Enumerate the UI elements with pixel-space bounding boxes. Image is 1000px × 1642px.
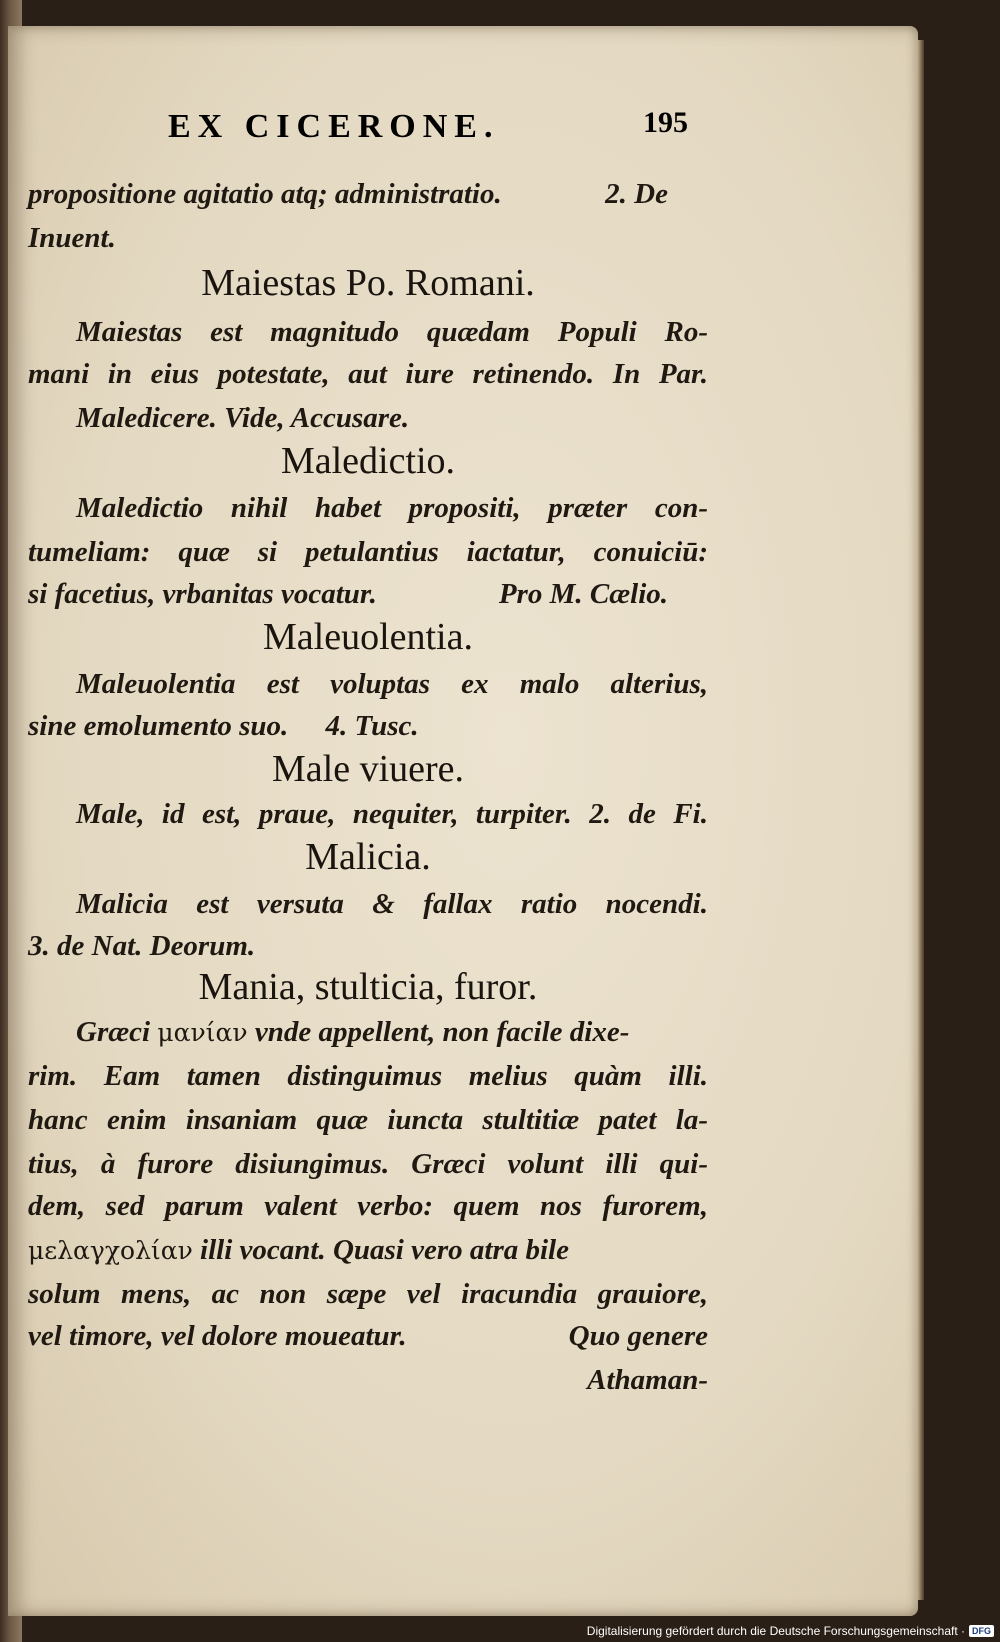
footer-text: Digitalisierung gefördert durch die Deutsche Forschungsgemeinschaft · <box>586 1624 965 1638</box>
text-line: Maledictio nihil habet propositi, præter con- <box>76 492 708 524</box>
text-line: 3. de Nat. Deorum. <box>28 930 256 962</box>
running-head <box>168 108 688 168</box>
entry-heading: Mania, stulticia, furor. <box>198 966 538 1008</box>
text-line: si facetius, vrbanitas vocatur. Pro M. Cælio. <box>28 578 668 610</box>
text-line: tius, à furore disiungimus. Græci volunt illi qui- <box>28 1148 708 1180</box>
entry-heading: Maledictio. <box>280 440 456 482</box>
text-line: Male, id est, praue, nequiter, turpiter. 2. de Fi. <box>76 798 708 830</box>
running-head-title: EX CICERONE. <box>168 108 500 145</box>
page-number: 195 <box>643 106 688 139</box>
text-line: Maleuolentia est voluptas ex malo alterius, <box>76 668 708 700</box>
entry-heading: Maiestas Po. Romani. <box>201 262 535 304</box>
text-line: mani in eius potestate, aut iure retinendo. In Par. <box>28 358 708 390</box>
text-line: μελαγχολίαν illi vocant. Quasi vero atra bile <box>28 1234 569 1266</box>
entry-heading: Male viuere. <box>271 748 465 790</box>
catchword: Athaman- <box>587 1364 708 1396</box>
text-line: Maledicere. Vide, Accusare. <box>76 402 410 434</box>
book-page <box>8 26 918 1616</box>
text-line: dem, sed parum valent verbo: quem nos furorem, <box>28 1190 708 1222</box>
greek-word: μελαγχολίαν <box>28 1236 193 1265</box>
greek-word: μανίαν <box>157 1018 248 1047</box>
page-edge <box>918 40 924 1600</box>
text-line: Inuent. <box>28 222 116 254</box>
dfg-logo: DFG <box>969 1625 994 1637</box>
text-line: propositione agitatio atq; administratio. 2. De <box>28 178 668 210</box>
text-line: Græci μανίαν vnde appellent, non facile dixe- <box>76 1016 630 1048</box>
text-line: hanc enim insaniam quæ iuncta stultitiæ patet la- <box>28 1104 708 1136</box>
text-line: vel timore, vel dolore moueatur. Quo genere <box>28 1320 708 1352</box>
text-line: sine emolumento suo. 4. Tusc. <box>28 710 419 742</box>
text-line: Malicia est versuta & fallax ratio nocendi. <box>76 888 708 920</box>
entry-heading: Malicia. <box>305 836 431 878</box>
text-line: solum mens, ac non sæpe vel iracundia grauiore, <box>28 1278 708 1310</box>
footer-credit <box>587 1624 994 1638</box>
entry-heading: Maleuolentia. <box>263 616 473 658</box>
text-line: tumeliam: quæ si petulantius iactatur, conuiciū: <box>28 536 708 568</box>
text-line: Maiestas est magnitudo quædam Populi Ro- <box>76 316 708 348</box>
text-line: rim. Eam tamen distinguimus melius quàm illi. <box>28 1060 708 1092</box>
